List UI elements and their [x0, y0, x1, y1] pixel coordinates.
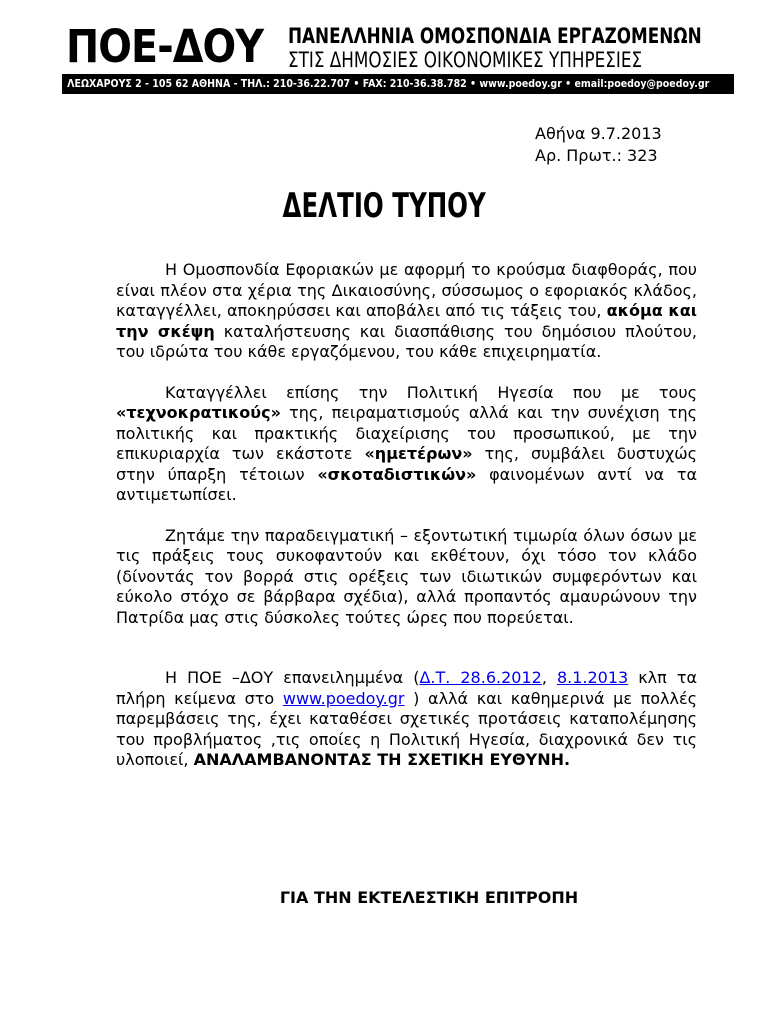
organization-name: [288, 24, 736, 72]
address-bar: [62, 74, 734, 94]
paragraph-2-text-b: της, πειραματισμούς αλλά και την συνέχιση της πολιτικής και πρακτικής διαχείρισης του προσωπικού, με την επικυριαρχία των εκάστοτε: [116, 403, 697, 463]
paragraph-3: Ζητάμε την παραδειγματική – εξοντωτική τιμωρία όλων όσων με τις πράξεις τους συκοφαντούν και εκθέτουν, όχι τόσο τον κλάδο (δίνοντάς τον βορρά στις ορέξεις των ιδιωτικών συμφερόντων και εύκολο στόχο σε βάρβαρα σχέδια), αλλά προπαντός αμαυρώνουν την Πατρίδα μας στις δύσκολες τούτες ώρες που πορεύεται.: [116, 525, 697, 627]
date-block: [535, 123, 662, 167]
address-text: ΛΕΩΧΑΡΟΥΣ 2 - 105 62 ΑΘΗΝΑ - ΤΗΛ.: 210-36.22.707 • FAX: 210-36.38.782 • www.poedoy.gr • email:poedoy@poedoy.gr: [67, 77, 710, 90]
paragraph-2-text-c: της, συμβάλει δυστυχώς στην ύπαρξη τέτοιων: [116, 444, 697, 484]
paragraph-4-text-b: κλπ τα πλήρη κείμενα στο: [116, 668, 698, 708]
signature-line: ΓΙΑ ΤΗΝ ΕΚΤΕΛΕΣΤΙΚΗ ΕΠΙΤΡΟΠΗ: [279, 888, 579, 907]
paragraph-2-bold-1: «τεχνοκρατικούς»: [116, 403, 281, 422]
press-release-link-2012[interactable]: Δ.Τ. 28.6.2012: [419, 668, 542, 687]
paragraph-2-text-d: φαινομένων αντί να τα αντιμετωπίσει.: [116, 464, 698, 504]
document-title-text: ΔΕΛΤΙΟ ΤΥΠΟΥ: [282, 186, 486, 226]
paragraph-2-bold-3: «σκοταδιστικών»: [317, 464, 477, 484]
paragraph-1-text-a: Η Ομοσπονδία Εφοριακών με αφορμή το κρούσμα διαφθοράς, που είναι πλέον στα χέρια της Δικαιοσύνης, σύσσωμος ο εφοριακός κλάδος, καταγγέλλει, αποκηρύσσει και αποβάλει από τις τάξεις του,: [116, 260, 697, 320]
document-title: [0, 186, 768, 226]
paragraph-1-bold: ακόμα και την σκέψη: [116, 301, 698, 341]
paragraph-2-text-a: Καταγγέλλει επίσης την Πολιτική Ηγεσία που με τους: [165, 382, 697, 402]
paragraph-4: [116, 668, 697, 771]
paragraph-1: [116, 260, 697, 363]
organization-name-line1: ΠΑΝΕΛΛΗΝΙΑ ΟΜΟΣΠΟΝΔΙΑ ΕΡΓΑΖΟΜΕΝΩΝ: [288, 24, 702, 48]
organization-name-line2: ΣΤΙΣ ΔΗΜΟΣΙΕΣ ΟΙΚΟΝΟΜΙΚΕΣ ΥΠΗΡΕΣΙΕΣ: [288, 48, 643, 72]
letterhead: [62, 22, 734, 96]
paragraph-2: [116, 383, 697, 506]
document-body: [116, 260, 697, 771]
paragraph-4-caps: ΑΝΑΛΑΜΒΑΝΟΝΤΑΣ ΤΗ ΣΧΕΤΙΚΗ ΕΥΘΥΝΗ.: [193, 750, 571, 769]
website-link[interactable]: www.poedoy.gr: [282, 688, 405, 708]
paragraph-1-text-b: καταλήστευσης και διασπάθισης του δημόσιου πλούτου, του ιδρώτα του κάθε εργαζόμενου, του κάθε επιχειρηματία.: [116, 321, 697, 361]
organization-logo: ΠΟΕ-ΔΟΥ: [66, 20, 264, 73]
paragraph-4-separator: ,: [541, 668, 557, 687]
press-release-link-2013[interactable]: 8.1.2013: [556, 668, 629, 687]
paragraph-2-bold-2: «ημετέρων»: [364, 444, 473, 463]
protocol-number: Αρ. Πρωτ.: 323: [535, 146, 658, 165]
paragraph-4-text-a: Η ΠΟΕ –ΔΟΥ επανειλημμένα (: [165, 668, 420, 687]
paragraph-4-text-c: ) αλλά και καθημερινά με πολλές παρεμβάσεις της, έχει καταθέσει σχετικές προτάσεις καταπολέμησης του προβλήματος ,τις οποίες η Πολιτική Ηγεσία, διαχρονικά δεν τις υλοποιεί,: [116, 688, 698, 769]
date-line: Αθήνα 9.7.2013: [535, 124, 662, 143]
